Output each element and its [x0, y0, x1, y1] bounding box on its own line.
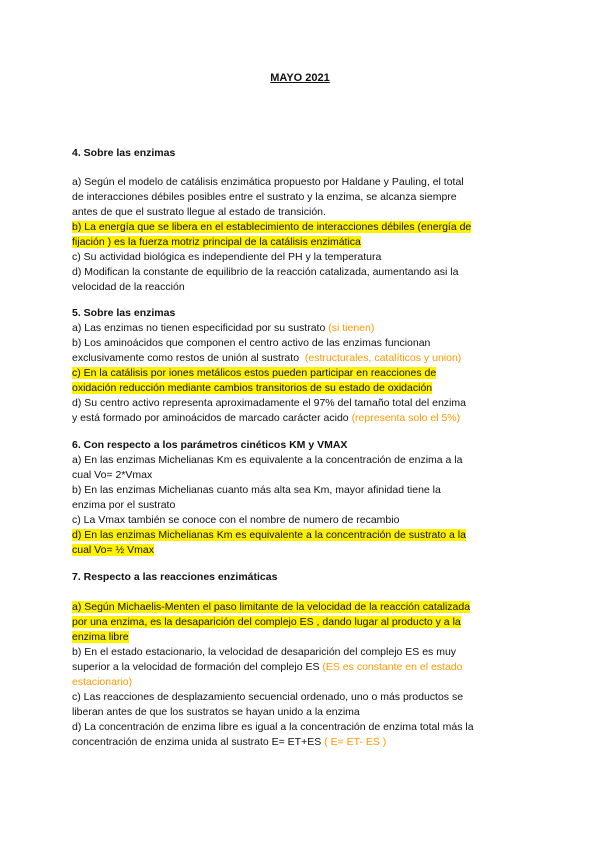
option-b-line: b) En las enzimas Michelianas cuanto más alta sea Km, mayor afinidad tiene la	[72, 484, 441, 496]
option-d-line: d) La concentración de enzima libre es igual a la concentración de enzima total más la	[72, 721, 474, 733]
answer-note: ( E= ET- ES )	[324, 736, 387, 748]
question-6-heading: 6. Con respecto a los parámetros cinéticos KM y VMAX	[72, 439, 348, 451]
option-b-line: enzima por el sustrato	[72, 499, 176, 511]
option-b-highlighted: b) La energía que se libera en el establecimiento de interacciones débiles (energía de	[72, 221, 472, 233]
option-b-line: b) Los aminoácidos que componen el centro activo de las enzimas funcionan	[72, 337, 431, 349]
question-7-heading: 7. Respecto a las reacciones enzimáticas	[72, 571, 278, 583]
option-a-highlighted: a) Según Michaelis-Menten el paso limitante de la velocidad de la reacción catalizada	[72, 601, 471, 613]
option-b-line: b) En el estado estacionario, la velocidad de desaparición del complejo ES es muy	[72, 646, 457, 658]
question-5	[72, 306, 528, 426]
option-d-highlighted: d) En las enzimas Michelianas Km es equivalente a la concentración de sustrato a la	[72, 529, 466, 541]
question-7	[72, 570, 528, 585]
option-a-line: a) En las enzimas Michelianas Km es equivalente a la concentración de enzima a la	[72, 454, 463, 466]
option-b-highlighted: fijación ) es la fuerza motriz principal de la catálisis enzimática	[72, 236, 361, 248]
option-d-line: y está formado por aminoácidos de marcado carácter acido	[72, 412, 349, 424]
answer-note: (estructurales, catalíticos y union)	[304, 352, 462, 364]
option-c-highlighted: c) En la catálisis por iones metálicos estos pueden participar en reacciones de	[72, 367, 437, 379]
option-c-line: liberan antes de que los sustratos se hayan unido a la enzima	[72, 706, 360, 718]
option-d-line: d) Su centro activo representa aproximadamente el 97% del tamaño total del enzima	[72, 397, 466, 409]
page-title: MAYO 2021	[270, 72, 330, 84]
option-c-line: c) Las reacciones de desplazamiento secuencial ordenado, uno o más productos se	[72, 691, 464, 703]
option-a-line: a) Las enzimas no tienen especificidad por su sustrato	[72, 322, 326, 334]
option-a-highlighted: enzima libre	[72, 631, 129, 643]
option-d-highlighted: cual Vo= ½ Vmax	[72, 544, 155, 556]
option-d-line: concentración de enzima unida al sustrato E= ET+ES	[72, 736, 322, 748]
option-a-line: a) Según el modelo de catálisis enzimática propuesto por Haldane y Pauling, el total	[72, 176, 464, 188]
question-7-options	[72, 600, 528, 750]
option-c-line: c) Su actividad biológica es independiente del PH y la temperatura	[72, 251, 382, 263]
answer-note: (ES es constante en el estado	[322, 661, 463, 673]
question-4-heading: 4. Sobre las enzimas	[72, 147, 176, 159]
question-4-options	[72, 175, 528, 295]
option-b-line: superior a la velocidad de formación del complejo ES	[72, 661, 320, 673]
answer-note: estacionario)	[72, 676, 133, 688]
question-5-heading: 5. Sobre las enzimas	[72, 307, 176, 319]
question-4	[72, 146, 528, 161]
option-c-highlighted: oxidación reducción mediante cambios transitorios de su estado de oxidación	[72, 382, 433, 394]
option-d-line: d) Modifican la constante de equilibrio de la reacción catalizada, aumentando asi la	[72, 266, 459, 278]
option-d-line: velocidad de la reacción	[72, 281, 185, 293]
option-a-line: cual Vo= 2*Vmax	[72, 469, 153, 481]
question-6	[72, 438, 528, 558]
answer-note: (si tienen)	[328, 322, 375, 334]
option-a-line: antes de que el sustrato llegue al estado de transición.	[72, 206, 326, 218]
answer-note: (representa solo el 5%)	[351, 412, 461, 424]
option-a-line: de interacciones débiles posibles entre el sustrato y la enzima, se alcanza siempre	[72, 191, 457, 203]
option-b-line: exclusivamente como restos de unión al sustrato	[72, 352, 300, 364]
option-a-highlighted: por una enzima, es la desaparición del complejo ES , dando lugar al producto y a la	[72, 616, 461, 628]
option-c-line: c) La Vmax también se conoce con el nombre de numero de recambio	[72, 514, 400, 526]
